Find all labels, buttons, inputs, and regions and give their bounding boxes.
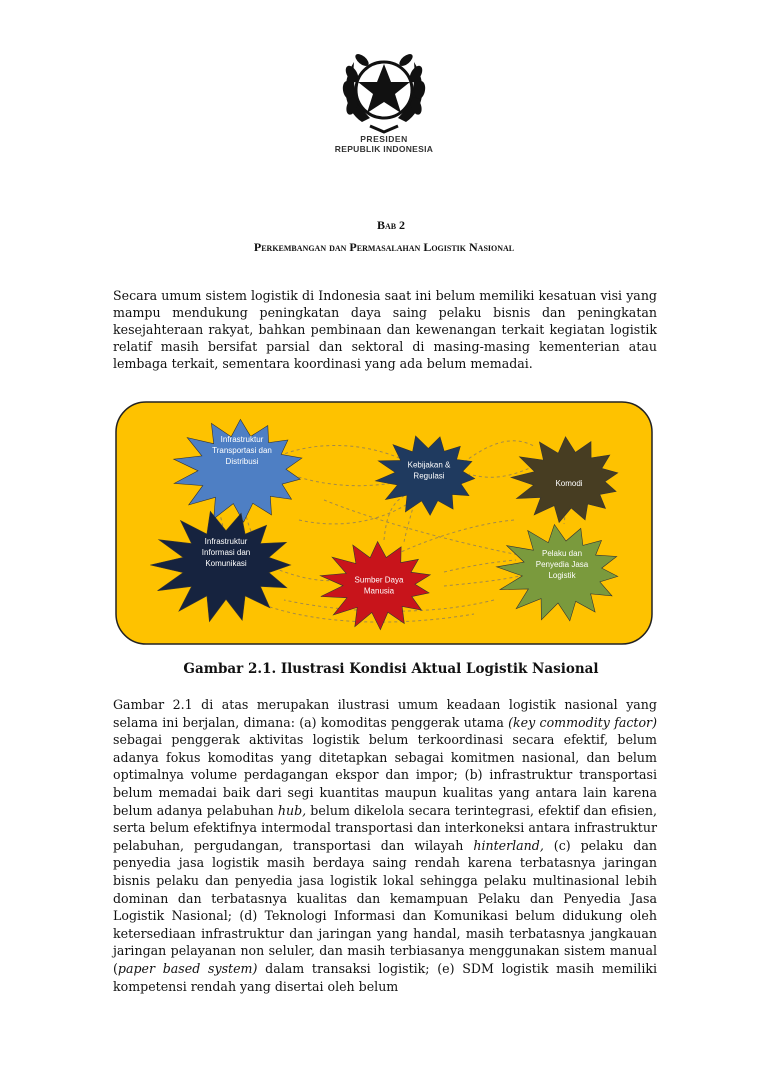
p2-italic-2: hub, [277,802,307,818]
presiden-emblem [322,44,446,164]
node-label-kebijakan-1: Regulasi [413,471,445,481]
p2-text-3: belum dikelola secara terintegrasi, efektif dan efisien, serta belum efektifnya intermodal transportasi dan interkoneksi antara infrastruktur pelabuhan, pergudangan, transportasi dan wilayah [113,802,657,853]
chapter-title: Perkembangan dan Permasalahan Logistik Nasional [253,240,515,254]
figure-svg [114,400,654,646]
node-label-sdm-0: Sumber Daya [354,575,404,585]
figure-caption: Gambar 2.1. Ilustrasi Kondisi Aktual Logistik Nasional [183,661,599,677]
node-label-transport-2: Distribusi [225,457,259,466]
node-label-informasi-0: Infrastruktur [204,537,248,546]
node-label-transport-0: Infrastruktur [220,435,264,444]
logistics-illustration-figure [114,400,654,646]
node-label-transport-1: Transportasi dan [212,446,272,455]
node-label-kebijakan-0: Kebijakan & [407,460,451,470]
emblem-line-1: PRESIDEN [360,134,408,144]
p2-italic-3: hinterland, [473,837,544,853]
p2-italic-4: paper based system) [117,960,258,976]
p2-text-1: Gambar 2.1 di atas merupakan ilustrasi umum keadaan logistik nasional yang selama ini berjalan, dimana: (a) komoditas penggerak utama [113,697,657,730]
p2-text-4: (c) pelaku dan penyedia jasa logistik masih berdaya saing rendah karena terbatasnya jaringan bisnis pelaku dan penyedia jasa logistik lokal sehingga pelaku multinasional lebih dominan dan terbatasnya kualitas dan kemampuan Pelaku dan Penyedia Jasa Logistik Nasional; (d) Teknologi Informasi dan Komunikasi belum didukung oleh ketersediaan infrastruktur dan jaringan yang handal, masih terbatasnya jangkauan jaringan pelayanan non seluler, dan masih terbiasanya menggunakan sistem manual ( [113,837,657,976]
paragraph-intro: Secara umum sistem logistik di Indonesia saat ini belum memiliki kesatuan visi yang mampu mendukung peningkatan daya saing pelaku bisnis dan peningkatan kesejahteraan rakyat, bahkan pembinaan dan kewenangan terkait kegiatan logistik relatif masih bersifat parsial dan sektoral di masing-masing kementerian atau lembaga terkait, sementara koordinasi yang ada belum memadai. [113,288,657,371]
node-label-sdm-1: Manusia [363,586,395,596]
p2-text-2: sebagai penggerak aktivitas logistik belum terkoordinasi secara efektif, belum adanya fokus komoditas yang ditetapkan sebagai komitmen nasional, dan belum optimalnya volume perdagangan ekspor dan impor; (b) infrastruktur transportasi belum memadai baik dari segi kuantitas maupun kualitas yang antara lain karena belum adanya pelabuhan [113,732,657,818]
node-label-informasi-1: Informasi dan [201,548,251,557]
paragraph-explanation [113,696,657,995]
node-label-pelaku-1: Penyedia Jasa [535,560,589,569]
p2-text-5: dalam transaksi logistik; (e) SDM logistik masih memiliki kompetensi rendah yang disertai oleh belum [113,960,658,994]
node-label-pelaku-2: Logistik [548,571,576,580]
node-label-komodi-0: Komodi [555,479,583,488]
emblem-line-2: REPUBLIK INDONESIA [334,144,434,154]
node-label-informasi-2: Komunikasi [205,559,247,568]
chapter-number: Bab 2 [376,218,406,232]
p2-italic-1: (key commodity factor) [508,714,657,730]
garuda-star-emblem-icon [322,44,446,134]
node-label-pelaku-0: Pelaku dan [541,549,583,558]
